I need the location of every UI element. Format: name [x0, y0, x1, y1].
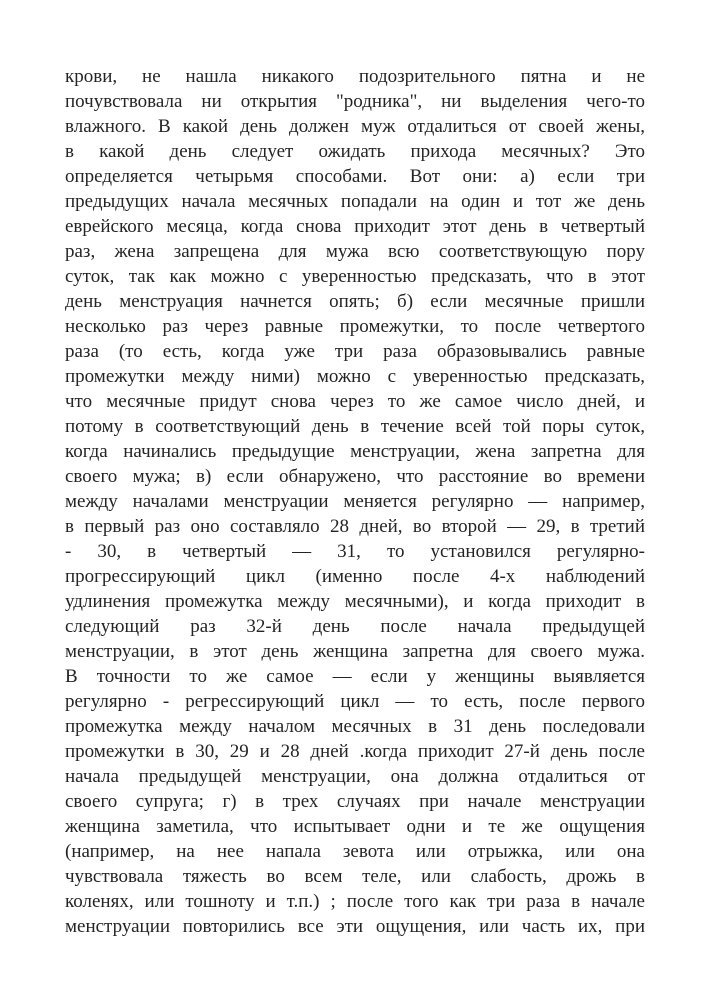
text-line: почувствовала ни открытия "родника", ни выделения чего-то: [65, 91, 645, 112]
text-line: что месячные придут снова через то же самое число дней, и: [65, 391, 645, 412]
text-line: коленях, или тошноту и т.п.) ; после того как три раза в начале: [65, 891, 645, 912]
text-line: суток, так как можно с уверенностью предсказать, что в этот: [65, 266, 645, 287]
text-line: определяется четырьмя способами. Вот они: а) если три: [65, 166, 645, 187]
text-line: женщина заметила, что испытывает одни и те же ощущения: [65, 816, 645, 837]
text-line: (например, на нее напала зевота или отрыжка, или она: [65, 841, 645, 862]
text-line: несколько раз через равные промежутки, то после четвертого: [65, 316, 645, 337]
text-line: промежутки в 30, 29 и 28 дней .когда приходит 27-й день после: [65, 741, 645, 762]
text-line: регулярно - регрессирующий цикл — то есть, после первого: [65, 691, 645, 712]
text-line: влажного. В какой день должен муж отдалиться от своей жены,: [65, 116, 645, 137]
text-line: промежутка между началом месячных в 31 день последовали: [65, 716, 645, 737]
text-line: раза (то есть, когда уже три раза образовывались равные: [65, 341, 645, 362]
text-line: менструации, в этот день женщина запретна для своего мужа.: [65, 641, 645, 662]
text-line: в какой день следует ожидать прихода месячных? Это: [65, 141, 645, 162]
text-line: промежутки между ними) можно с уверенностью предсказать,: [65, 366, 645, 387]
text-line: В точности то же самое — если у женщины выявляется: [65, 666, 645, 687]
text-line: предыдущих начала месячных попадали на один и тот же день: [65, 191, 645, 212]
text-line: раз, жена запрещена для мужа всю соответствующую пору: [65, 241, 645, 262]
text-line: чувствовала тяжесть во всем теле, или слабость, дрожь в: [65, 866, 645, 887]
text-line: менструации повторились все эти ощущения, или часть их, при: [65, 916, 645, 937]
page-text-column: [65, 64, 645, 939]
text-line: начала предыдущей менструации, она должна отдалиться от: [65, 766, 645, 787]
text-line: когда начинались предыдущие менструации, жена запретна для: [65, 441, 645, 462]
text-line: между началами менструации меняется регулярно — например,: [65, 491, 645, 512]
text-line: прогрессирующий цикл (именно после 4-х наблюдений: [65, 566, 645, 587]
text-line: удлинения промежутка между месячными), и когда приходит в: [65, 591, 645, 612]
text-line: еврейского месяца, когда снова приходит этот день в четвертый: [65, 216, 645, 237]
text-line: следующий раз 32-й день после начала предыдущей: [65, 616, 645, 637]
text-line: - 30, в четвертый — 31, то установился регулярно-: [65, 541, 645, 562]
text-line: в первый раз оно составляло 28 дней, во второй — 29, в третий: [65, 516, 645, 537]
text-line: потому в соответствующий день в течение всей той поры суток,: [65, 416, 645, 437]
text-line: крови, не нашла никакого подозрительного пятна и не: [65, 66, 645, 87]
text-line: своего мужа; в) если обнаружено, что расстояние во времени: [65, 466, 645, 487]
text-line: своего супруга; г) в трех случаях при начале менструации: [65, 791, 645, 812]
text-line: день менструация начнется опять; б) если месячные пришли: [65, 291, 645, 312]
